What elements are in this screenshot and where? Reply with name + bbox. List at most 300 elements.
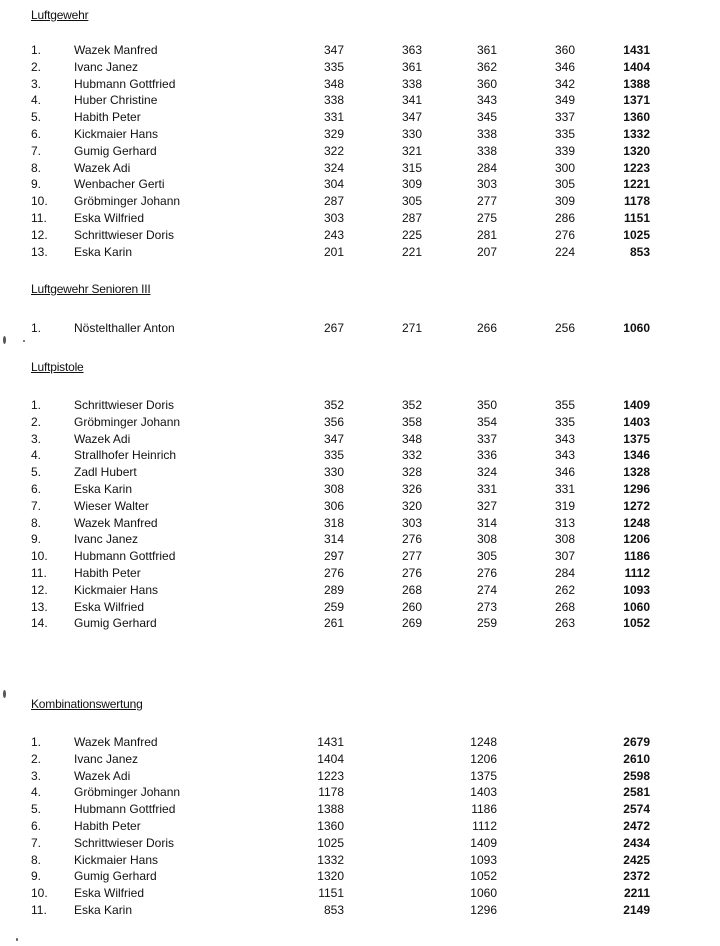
series-3-cell: 266 <box>476 321 497 335</box>
series-1-cell: 335 <box>323 448 344 463</box>
series-4-cell: 262 <box>554 582 575 597</box>
rank-cell: 7. <box>31 835 42 850</box>
name-cell: Eska Wilfried <box>74 599 145 614</box>
name-cell: Gumig Gerhard <box>74 869 157 884</box>
rank-cell: 7. <box>31 143 42 158</box>
total-cell: 1025 <box>623 227 650 242</box>
series-1-cell: 331 <box>323 110 344 125</box>
series-2-cell: 338 <box>401 76 422 91</box>
combined-total-cell: 2610 <box>623 751 650 766</box>
table-row <box>0 868 720 885</box>
series-2-cell: 277 <box>401 549 422 564</box>
total-cell: 1112 <box>624 565 650 580</box>
total-cell: 1409 <box>623 398 650 412</box>
section-title-luftpistole: Luftpistole <box>31 360 84 374</box>
rank-cell: 4. <box>31 785 42 800</box>
series-2-cell: 348 <box>401 431 422 446</box>
series-2-cell: 287 <box>401 210 422 225</box>
series-1-cell: 329 <box>323 126 344 141</box>
section-title-kombination: Kombinationswertung <box>31 697 143 711</box>
series-1-cell: 335 <box>323 59 344 74</box>
rank-cell: 1. <box>31 321 42 335</box>
series-2-cell: 326 <box>401 481 422 496</box>
rank-cell: 2. <box>31 59 42 74</box>
series-2-cell: 260 <box>401 599 422 614</box>
total-cell: 1360 <box>623 110 650 125</box>
total-cell: 1346 <box>623 448 650 463</box>
rank-cell: 12. <box>31 582 48 597</box>
series-1-cell: 276 <box>323 565 344 580</box>
name-cell: Huber Christine <box>74 93 158 108</box>
name-cell: Wazek Adi <box>74 160 131 175</box>
table-row <box>0 244 720 261</box>
luftpistole-total-cell: 1052 <box>470 869 497 884</box>
series-2-cell: 347 <box>401 110 422 125</box>
rank-cell: 8. <box>31 515 42 530</box>
results-table-luftpistole <box>0 397 720 632</box>
table-row <box>0 582 720 599</box>
series-3-cell: 360 <box>476 76 497 91</box>
total-cell: 1223 <box>623 160 650 175</box>
rank-cell: 2. <box>31 751 42 766</box>
table-row <box>0 193 720 210</box>
table-row <box>0 498 720 515</box>
table-row <box>0 143 720 160</box>
series-2-cell: 341 <box>401 93 422 108</box>
series-4-cell: 286 <box>554 210 575 225</box>
rank-cell: 8. <box>31 160 42 175</box>
table-row <box>0 818 720 835</box>
series-2-cell: 315 <box>401 160 422 175</box>
series-1-cell: 318 <box>323 515 344 530</box>
series-2-cell: 352 <box>401 398 422 412</box>
name-cell: Eska Wilfried <box>74 210 145 225</box>
rank-cell: 5. <box>31 802 42 817</box>
luftpistole-total-cell: 1093 <box>470 852 497 867</box>
table-row <box>0 42 720 59</box>
series-1-cell: 347 <box>323 431 344 446</box>
series-1-cell: 201 <box>323 244 344 259</box>
table-row <box>0 464 720 481</box>
total-cell: 1206 <box>623 532 650 547</box>
luftgewehr-total-cell: 1223 <box>317 768 344 783</box>
series-2-cell: 309 <box>401 177 422 192</box>
series-2-cell: 303 <box>401 515 422 530</box>
series-1-cell: 261 <box>323 616 344 631</box>
series-1-cell: 356 <box>323 414 344 429</box>
rank-cell: 11. <box>31 210 47 225</box>
series-3-cell: 277 <box>476 194 497 209</box>
series-4-cell: 284 <box>554 565 575 580</box>
luftgewehr-total-cell: 1388 <box>317 802 344 817</box>
luftpistole-total-cell: 1409 <box>470 835 497 850</box>
series-4-cell: 346 <box>554 59 575 74</box>
total-cell: 1093 <box>623 582 650 597</box>
series-4-cell: 339 <box>554 143 575 158</box>
series-4-cell: 335 <box>554 414 575 429</box>
series-2-cell: 221 <box>401 244 422 259</box>
total-cell: 1332 <box>623 126 650 141</box>
series-1-cell: 303 <box>323 210 344 225</box>
name-cell: Kickmaier Hans <box>74 852 159 867</box>
name-cell: Schrittwieser Doris <box>74 398 175 412</box>
table-row <box>0 92 720 109</box>
series-4-cell: 307 <box>554 549 575 564</box>
series-1-cell: 324 <box>323 160 344 175</box>
rank-cell: 6. <box>31 818 42 833</box>
table-row <box>0 431 720 448</box>
name-cell: Eska Wilfried <box>74 886 145 901</box>
combined-total-cell: 2149 <box>623 902 650 917</box>
series-3-cell: 345 <box>476 110 497 125</box>
combined-total-cell: 2598 <box>623 768 650 783</box>
combined-total-cell: 2581 <box>623 785 650 800</box>
luftgewehr-total-cell: 1178 <box>318 785 344 800</box>
series-2-cell: 268 <box>401 582 422 597</box>
total-cell: 1403 <box>623 414 650 429</box>
series-4-cell: 309 <box>554 194 575 209</box>
name-cell: Gröbminger Johann <box>74 785 181 800</box>
series-1-cell: 330 <box>323 465 344 480</box>
table-row <box>0 852 720 869</box>
total-cell: 1178 <box>623 194 650 209</box>
series-3-cell: 327 <box>476 498 497 513</box>
series-4-cell: 313 <box>554 515 575 530</box>
series-2-cell: 305 <box>401 194 422 209</box>
combined-total-cell: 2472 <box>623 818 650 833</box>
luftgewehr-total-cell: 1320 <box>317 869 344 884</box>
rank-cell: 1. <box>31 735 42 749</box>
table-row <box>0 176 720 193</box>
rank-cell: 2. <box>31 414 42 429</box>
series-3-cell: 308 <box>476 532 497 547</box>
series-3-cell: 350 <box>476 398 497 412</box>
luftpistole-total-cell: 1296 <box>470 902 497 917</box>
series-4-cell: 276 <box>554 227 575 242</box>
table-row <box>0 126 720 143</box>
name-cell: Ivanc Janez <box>74 532 139 547</box>
table-row <box>0 885 720 902</box>
scan-speck <box>16 938 18 941</box>
luftgewehr-total-cell: 1025 <box>317 835 344 850</box>
name-cell: Habith Peter <box>74 818 141 833</box>
luftgewehr-total-cell: 1404 <box>317 751 344 766</box>
series-3-cell: 305 <box>476 549 497 564</box>
series-3-cell: 354 <box>476 414 497 429</box>
name-cell: Kickmaier Hans <box>74 582 159 597</box>
series-2-cell: 225 <box>401 227 422 242</box>
total-cell: 1052 <box>623 616 650 631</box>
name-cell: Wazek Manfred <box>74 515 158 530</box>
name-cell: Wenbacher Gerti <box>74 177 165 192</box>
total-cell: 1404 <box>623 59 650 74</box>
total-cell: 1186 <box>623 549 650 564</box>
name-cell: Habith Peter <box>74 565 141 580</box>
series-1-cell: 347 <box>323 43 344 57</box>
series-2-cell: 332 <box>401 448 422 463</box>
rank-cell: 3. <box>31 768 42 783</box>
luftgewehr-total-cell: 1332 <box>317 852 344 867</box>
rank-cell: 7. <box>31 498 42 513</box>
series-3-cell: 336 <box>476 448 497 463</box>
results-table-luftgewehr <box>0 42 720 260</box>
rank-cell: 10. <box>31 194 48 209</box>
combined-total-cell: 2372 <box>623 869 650 884</box>
name-cell: Gumig Gerhard <box>74 616 157 631</box>
series-1-cell: 267 <box>323 321 344 335</box>
combined-total-cell: 2425 <box>623 852 650 867</box>
series-3-cell: 275 <box>476 210 497 225</box>
total-cell: 1248 <box>623 515 650 530</box>
name-cell: Zadl Hubert <box>74 465 137 480</box>
luftgewehr-total-cell: 1360 <box>317 818 344 833</box>
total-cell: 1431 <box>623 43 650 57</box>
luftpistole-total-cell: 1206 <box>470 751 497 766</box>
scan-speck <box>3 690 6 698</box>
name-cell: Eska Karin <box>74 902 133 917</box>
name-cell: Gumig Gerhard <box>74 143 157 158</box>
table-row <box>0 109 720 126</box>
name-cell: Strallhofer Heinrich <box>74 448 177 463</box>
name-cell: Hubmann Gottfried <box>74 76 176 91</box>
name-cell: Gröbminger Johann <box>74 194 181 209</box>
rank-cell: 1. <box>31 43 42 57</box>
name-cell: Habith Peter <box>74 110 141 125</box>
name-cell: Nöstelthaller Anton <box>74 321 175 335</box>
rank-cell: 6. <box>31 481 42 496</box>
combined-total-cell: 2679 <box>623 735 650 749</box>
rank-cell: 3. <box>31 431 42 446</box>
table-row <box>0 734 720 751</box>
series-2-cell: 276 <box>401 532 422 547</box>
scan-speck <box>23 340 25 342</box>
series-2-cell: 320 <box>401 498 422 513</box>
name-cell: Wazek Manfred <box>74 735 158 749</box>
table-row <box>0 615 720 632</box>
table-row <box>0 481 720 498</box>
series-4-cell: 224 <box>554 244 575 259</box>
combined-total-cell: 2211 <box>623 886 650 901</box>
rank-cell: 4. <box>31 448 42 463</box>
table-row <box>0 160 720 177</box>
rank-cell: 14. <box>31 616 48 631</box>
name-cell: Ivanc Janez <box>74 59 139 74</box>
name-cell: Ivanc Janez <box>74 751 139 766</box>
name-cell: Wieser Walter <box>74 498 149 513</box>
series-1-cell: 243 <box>323 227 344 242</box>
series-3-cell: 362 <box>476 59 497 74</box>
rank-cell: 9. <box>31 532 42 547</box>
name-cell: Gröbminger Johann <box>74 414 181 429</box>
rank-cell: 10. <box>31 549 48 564</box>
table-row <box>0 768 720 785</box>
name-cell: Hubmann Gottfried <box>74 549 176 564</box>
series-2-cell: 361 <box>401 59 422 74</box>
table-row <box>0 414 720 431</box>
total-cell: 1296 <box>623 481 650 496</box>
series-4-cell: 337 <box>554 110 575 125</box>
table-row <box>0 565 720 582</box>
rank-cell: 5. <box>31 110 42 125</box>
table-row <box>0 227 720 244</box>
total-cell: 1328 <box>623 465 650 480</box>
total-cell: 1060 <box>623 321 650 335</box>
series-3-cell: 331 <box>476 481 497 496</box>
series-4-cell: 300 <box>554 160 575 175</box>
series-1-cell: 348 <box>323 76 344 91</box>
rank-cell: 11. <box>31 902 47 917</box>
section-title-senioren: Luftgewehr Senioren III <box>31 282 151 296</box>
rank-cell: 3. <box>31 76 42 91</box>
series-3-cell: 273 <box>476 599 497 614</box>
series-3-cell: 303 <box>476 177 497 192</box>
series-3-cell: 207 <box>476 244 497 259</box>
series-1-cell: 352 <box>323 398 344 412</box>
rank-cell: 11. <box>31 565 47 580</box>
series-1-cell: 322 <box>323 143 344 158</box>
table-row <box>0 801 720 818</box>
series-4-cell: 263 <box>554 616 575 631</box>
name-cell: Kickmaier Hans <box>74 126 159 141</box>
name-cell: Schrittwieser Doris <box>74 835 175 850</box>
series-4-cell: 349 <box>554 93 575 108</box>
series-4-cell: 335 <box>554 126 575 141</box>
scan-speck <box>3 336 6 344</box>
series-1-cell: 306 <box>323 498 344 513</box>
table-row <box>0 397 720 414</box>
table-row <box>0 210 720 227</box>
series-4-cell: 256 <box>554 321 575 335</box>
table-row <box>0 447 720 464</box>
series-4-cell: 331 <box>554 481 575 496</box>
series-2-cell: 269 <box>401 616 422 631</box>
rank-cell: 9. <box>31 869 42 884</box>
name-cell: Eska Karin <box>74 244 133 259</box>
name-cell: Wazek Adi <box>74 431 131 446</box>
series-4-cell: 355 <box>554 398 575 412</box>
luftgewehr-total-cell: 1431 <box>317 735 344 749</box>
table-row <box>0 751 720 768</box>
series-2-cell: 330 <box>401 126 422 141</box>
name-cell: Eska Karin <box>74 481 133 496</box>
series-3-cell: 337 <box>476 431 497 446</box>
luftpistole-total-cell: 1403 <box>470 785 497 800</box>
total-cell: 1375 <box>623 431 650 446</box>
series-1-cell: 297 <box>323 549 344 564</box>
rank-cell: 8. <box>31 852 42 867</box>
rank-cell: 10. <box>31 886 48 901</box>
rank-cell: 5. <box>31 465 42 480</box>
combined-total-cell: 2574 <box>623 802 650 817</box>
table-row <box>0 784 720 801</box>
series-1-cell: 289 <box>323 582 344 597</box>
table-row <box>0 599 720 616</box>
total-cell: 853 <box>629 244 650 259</box>
series-1-cell: 338 <box>323 93 344 108</box>
luftpistole-total-cell: 1112 <box>472 818 497 833</box>
combined-total-cell: 2434 <box>623 835 650 850</box>
series-4-cell: 342 <box>554 76 575 91</box>
table-row <box>0 76 720 93</box>
series-4-cell: 305 <box>554 177 575 192</box>
rank-cell: 1. <box>31 398 42 412</box>
series-3-cell: 259 <box>476 616 497 631</box>
table-row <box>0 835 720 852</box>
luftgewehr-total-cell: 853 <box>323 902 344 917</box>
series-3-cell: 274 <box>476 582 497 597</box>
series-3-cell: 343 <box>476 93 497 108</box>
rank-cell: 4. <box>31 93 42 108</box>
series-2-cell: 363 <box>401 43 422 57</box>
section-title-luftgewehr: Luftgewehr <box>31 8 89 22</box>
total-cell: 1151 <box>623 210 650 225</box>
series-1-cell: 287 <box>323 194 344 209</box>
series-2-cell: 271 <box>401 321 422 335</box>
series-4-cell: 343 <box>554 448 575 463</box>
series-4-cell: 360 <box>554 43 575 57</box>
total-cell: 1272 <box>623 498 650 513</box>
series-1-cell: 304 <box>323 177 344 192</box>
table-row <box>0 531 720 548</box>
total-cell: 1371 <box>623 93 650 108</box>
luftpistole-total-cell: 1186 <box>471 802 497 817</box>
name-cell: Hubmann Gottfried <box>74 802 176 817</box>
series-3-cell: 314 <box>476 515 497 530</box>
total-cell: 1221 <box>623 177 650 192</box>
rank-cell: 13. <box>31 599 48 614</box>
name-cell: Wazek Manfred <box>74 43 158 57</box>
series-3-cell: 361 <box>476 43 497 57</box>
luftpistole-total-cell: 1060 <box>470 886 497 901</box>
series-3-cell: 281 <box>476 227 497 242</box>
series-2-cell: 276 <box>401 565 422 580</box>
rank-cell: 6. <box>31 126 42 141</box>
total-cell: 1320 <box>623 143 650 158</box>
results-table-kombination <box>0 734 720 919</box>
name-cell: Schrittwieser Doris <box>74 227 175 242</box>
series-2-cell: 328 <box>401 465 422 480</box>
series-1-cell: 314 <box>323 532 344 547</box>
table-row <box>0 515 720 532</box>
table-row <box>0 902 720 919</box>
series-3-cell: 284 <box>476 160 497 175</box>
total-cell: 1388 <box>623 76 650 91</box>
luftgewehr-total-cell: 1151 <box>318 886 344 901</box>
series-1-cell: 308 <box>323 481 344 496</box>
results-table-senioren <box>0 320 720 337</box>
luftpistole-total-cell: 1248 <box>470 735 497 749</box>
total-cell: 1060 <box>623 599 650 614</box>
name-cell: Wazek Adi <box>74 768 131 783</box>
table-row <box>0 59 720 76</box>
table-row <box>0 320 720 337</box>
series-3-cell: 276 <box>476 565 497 580</box>
series-4-cell: 346 <box>554 465 575 480</box>
series-1-cell: 259 <box>323 599 344 614</box>
rank-cell: 13. <box>31 244 48 259</box>
series-3-cell: 324 <box>476 465 497 480</box>
series-4-cell: 268 <box>554 599 575 614</box>
series-4-cell: 343 <box>554 431 575 446</box>
series-2-cell: 321 <box>401 143 422 158</box>
series-4-cell: 308 <box>554 532 575 547</box>
series-3-cell: 338 <box>476 143 497 158</box>
series-4-cell: 319 <box>554 498 575 513</box>
series-3-cell: 338 <box>476 126 497 141</box>
table-row <box>0 548 720 565</box>
luftpistole-total-cell: 1375 <box>470 768 497 783</box>
rank-cell: 9. <box>31 177 42 192</box>
